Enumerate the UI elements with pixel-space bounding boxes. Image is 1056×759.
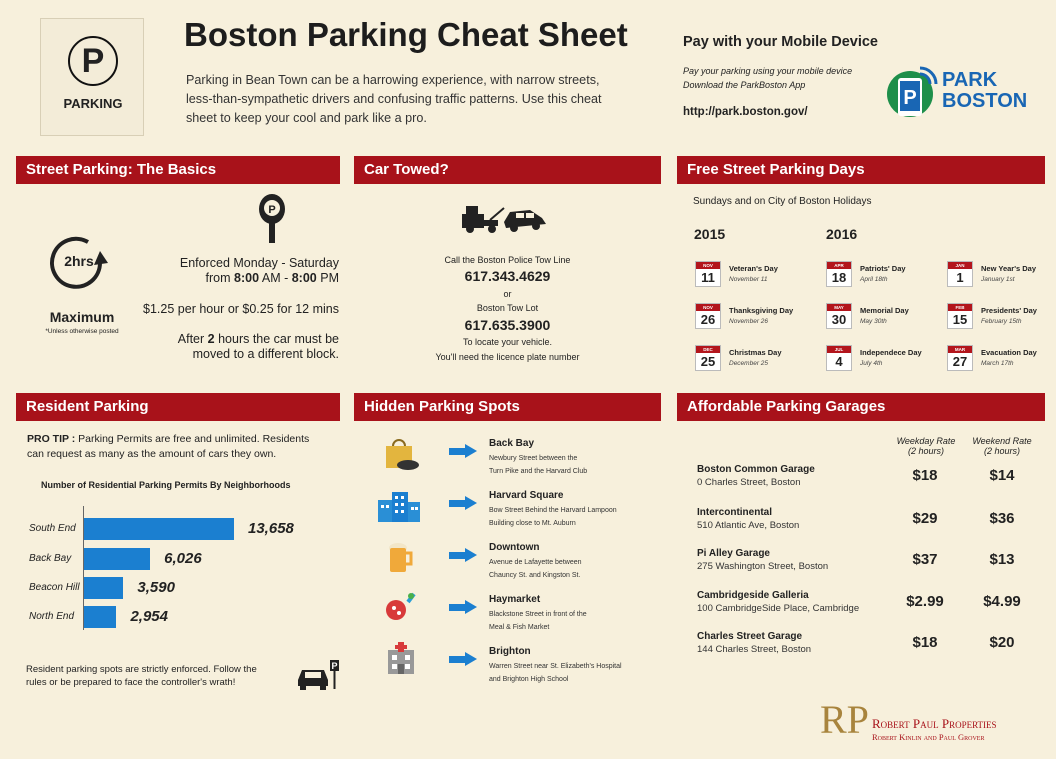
clock-label: 2hrs (64, 253, 94, 269)
calendar-day: 15 (952, 312, 968, 327)
maximum-note: *Unless otherwise posted (45, 328, 119, 335)
resident-footer-1: Resident parking spots are strictly enforced. Follow the (26, 664, 257, 675)
parking-logo (40, 18, 144, 136)
calendar-icon (947, 345, 973, 371)
tow-plate: You'll need the licence plate number (435, 352, 580, 362)
spot-desc-1: Bow Street Behind the Harvard Lampoon (489, 507, 617, 514)
time-limit-post: hours the car must be (218, 332, 339, 346)
park-boston-brand-1: PARK (942, 69, 998, 91)
holiday-name: Veteran's Day (729, 264, 778, 273)
garage-weekday-rate: $29 (912, 510, 938, 527)
shopping-bag-icon (384, 438, 420, 472)
garage-weekday-rate: $18 (912, 467, 938, 484)
chart-value-label: 6,026 (164, 550, 202, 567)
calendar-day: 30 (831, 312, 847, 327)
svg-text:P: P (331, 661, 338, 671)
spot-desc-2: and Brighton High School (489, 676, 569, 683)
garage-address: 144 Charles Street, Boston (697, 644, 812, 655)
weekday-rate-heading (892, 436, 960, 456)
enforced-hours (150, 271, 339, 285)
calendar-day: 11 (701, 270, 715, 285)
weekday-rate-hours: (2 hours) (907, 446, 944, 456)
garage-weekday-rate: $2.99 (906, 593, 944, 610)
spot-name: Brighton (489, 646, 531, 657)
chart-bar (84, 606, 116, 628)
calendar-day: 27 (952, 354, 968, 369)
calendar-day: 18 (831, 270, 847, 285)
holiday-date: January 1st (981, 276, 1015, 283)
calendar-icon (826, 345, 852, 371)
chart-category-label: South End (29, 523, 76, 534)
mobile-line-2: Download the ParkBoston App (683, 80, 806, 90)
time-limit-line-1 (150, 332, 339, 346)
tow-truck-icon (460, 202, 550, 234)
arrow-right-icon (449, 652, 479, 666)
pro-tip-text-1: Parking Permits are free and unlimited. Residents (78, 433, 310, 445)
holiday-name: Evacuation Day (981, 348, 1037, 357)
time-limit-line-2: moved to a different block. (192, 347, 339, 361)
enforced-days: Enforced Monday - Saturday (179, 256, 339, 270)
calendar-day: 26 (700, 312, 716, 327)
garage-name: Cambridgeside Galleria (697, 590, 809, 601)
time-limit-pre: After (177, 332, 205, 346)
calendar-month: MAY (827, 304, 851, 311)
garage-address: 0 Charles Street, Boston (697, 477, 801, 488)
spot-name: Haymarket (489, 594, 541, 605)
pro-tip-line-1 (27, 433, 309, 445)
arrow-right-icon (449, 444, 479, 458)
car-parking-icon (296, 658, 340, 692)
holiday-date: November 26 (729, 318, 769, 325)
garage-name: Pi Alley Garage (697, 548, 770, 559)
calendar-icon (826, 303, 852, 329)
svg-text:P: P (268, 204, 276, 216)
hidden-spots-header: Hidden Parking Spots (354, 393, 661, 421)
calendar-month: APR (827, 262, 851, 269)
garage-address: 100 CambridgeSide Place, Cambridge (697, 603, 860, 614)
time-limit-hours: 2 (207, 332, 215, 346)
spot-desc-2: Turn Pike and the Harvard Club (489, 468, 588, 475)
chart-title: Number of Residential Parking Permits By Neighborhoods (41, 480, 291, 490)
garage-address: 275 Washington Street, Boston (697, 561, 829, 572)
hospital-icon (386, 642, 416, 676)
calendar-month: FEB (948, 304, 972, 311)
holiday-name: New Year's Day (981, 264, 1037, 273)
tow-line-label: Call the Boston Police Tow Line (444, 255, 571, 265)
enforced-am: AM - (261, 271, 289, 285)
park-boston-link[interactable]: http://park.boston.gov/ (683, 106, 808, 118)
pro-tip-line-2: can request as many as the amount of cars they own. (27, 448, 277, 460)
building-icon (376, 490, 422, 524)
pro-tip-label: PRO TIP : (27, 433, 76, 445)
garage-address: 510 Atlantic Ave, Boston (697, 520, 800, 531)
holiday-name: Presidents' Day (981, 306, 1037, 315)
spot-name: Harvard Square (489, 490, 564, 501)
calendar-icon (695, 303, 721, 329)
chart-category-label: Beacon Hill (29, 582, 80, 593)
chart-category-label: Back Bay (29, 553, 72, 564)
calendar-month: NOV (696, 262, 720, 269)
calendar-day: 4 (835, 354, 843, 369)
spot-name: Downtown (489, 542, 540, 553)
garage-weekend-rate: $4.99 (983, 593, 1021, 610)
holiday-name: Christmas Day (729, 348, 782, 357)
beer-mug-icon (386, 542, 416, 576)
market-icon (384, 592, 418, 622)
holiday-name: Independece Day (860, 348, 922, 357)
year-2015: 2015 (694, 226, 726, 242)
garage-name: Boston Common Garage (697, 464, 815, 475)
tow-lot-phone[interactable]: 617.635.3900 (464, 317, 551, 333)
holiday-date: May 30th (860, 318, 887, 325)
holiday-date: July 4th (860, 360, 883, 367)
meter-rate: $1.25 per hour or $0.25 for 12 mins (143, 302, 339, 316)
weekend-rate-hours: (2 hours) (983, 446, 1020, 456)
holiday-name: Patriots' Day (860, 264, 906, 273)
chart-value-label: 2,954 (130, 608, 168, 625)
garages-header: Affordable Parking Garages (677, 393, 1045, 421)
intro-text: Parking in Bean Town can be a harrowing experience, with narrow streets, less-than-sympathetic drivers and confusing traffic patterns. Use this cheat sheet to keep your cool and park like a pro. (186, 73, 602, 125)
calendar-day: 1 (956, 270, 964, 285)
calendar-icon (695, 261, 721, 287)
weekday-rate-label: Weekday Rate (896, 436, 956, 446)
garage-weekend-rate: $36 (989, 510, 1015, 527)
enforced-start-time: 8:00 (234, 271, 260, 285)
spot-desc-2: Building close to Mt. Auburn (489, 520, 576, 527)
garage-weekend-rate: $14 (989, 467, 1015, 484)
chart-value-label: 3,590 (137, 579, 175, 596)
free-days-subtitle: Sundays and on City of Boston Holidays (693, 196, 872, 207)
calendar-icon (947, 303, 973, 329)
enforced-from: from (205, 271, 231, 285)
calendar-month: JAN (948, 262, 972, 269)
svg-text:P: P (903, 87, 917, 109)
page-title: Boston Parking Cheat Sheet (184, 16, 628, 53)
year-2016: 2016 (826, 226, 858, 242)
spot-desc-1: Newbury Street between the (489, 455, 578, 462)
park-boston-brand-2: BOSTON (942, 90, 1028, 112)
enforced-end-time: 8:00 (291, 271, 317, 285)
enforced-pm: PM (320, 271, 339, 285)
tow-or: or (503, 289, 512, 299)
garage-weekday-rate: $18 (912, 634, 938, 651)
park-boston-phone-icon (884, 64, 940, 120)
street-parking-header: Street Parking: The Basics (16, 156, 340, 184)
tow-lot-label: Boston Tow Lot (476, 303, 539, 313)
holiday-name: Memorial Day (860, 306, 909, 315)
parking-sign-icon: P (68, 36, 118, 86)
calendar-icon (695, 345, 721, 371)
holiday-date: February 15th (981, 318, 1022, 325)
garage-weekend-rate: $13 (989, 551, 1015, 568)
garage-weekend-rate: $20 (989, 634, 1015, 651)
arrow-right-icon (449, 548, 479, 562)
calendar-month: JUL (827, 346, 851, 353)
free-days-header: Free Street Parking Days (677, 156, 1045, 184)
resident-footer-2: rules or be prepared to face the controller's wrath! (26, 677, 236, 688)
holiday-name: Thanksgiving Day (729, 306, 794, 315)
calendar-month: NOV (696, 304, 720, 311)
maximum-label: Maximum (49, 309, 115, 325)
car-towed-header: Car Towed? (354, 156, 661, 184)
calendar-month: DEC (696, 346, 720, 353)
chart-bar (84, 548, 150, 570)
spot-desc-1: Warren Street near St. Elizabeth's Hospital (489, 663, 622, 670)
spot-name: Back Bay (489, 438, 535, 449)
calendar-month: MAR (948, 346, 972, 353)
holiday-date: March 17th (981, 360, 1014, 367)
chart-value-label: 13,658 (248, 520, 294, 537)
garage-name: Intercontinental (697, 507, 773, 518)
brand-sub: Robert Kinlin and Paul Grover (872, 732, 985, 742)
calendar-icon (947, 261, 973, 287)
spot-desc-2: Meal & Fish Market (489, 624, 550, 631)
tow-line-phone[interactable]: 617.343.4629 (464, 268, 551, 284)
arrow-right-icon (449, 600, 479, 614)
tow-locate: To locate your vehicle. (462, 337, 553, 347)
garage-weekday-rate: $37 (912, 551, 938, 568)
parking-meter-icon (258, 193, 286, 245)
chart-bar (84, 518, 234, 540)
spot-desc-1: Blackstone Street in front of the (489, 611, 587, 618)
weekend-rate-heading (968, 436, 1036, 456)
spot-desc-2: Chauncy St. and Kingston St. (489, 572, 581, 579)
holiday-date: November 11 (729, 276, 768, 283)
arrow-right-icon (449, 496, 479, 510)
resident-parking-header: Resident Parking (16, 393, 340, 421)
calendar-day: 25 (700, 354, 716, 369)
holiday-date: December 25 (729, 360, 769, 367)
brand-name: Robert Paul Properties (872, 716, 997, 731)
parking-logo-label: PARKING (63, 96, 123, 111)
park-boston-logo (884, 64, 1044, 120)
mobile-line-1: Pay your parking using your mobile device (683, 66, 853, 76)
holiday-date: April 18th (860, 276, 888, 283)
chart-category-label: North End (29, 611, 75, 622)
rp-monogram: RP (820, 697, 869, 742)
calendar-icon (826, 261, 852, 287)
spot-desc-1: Avenue de Lafayette between (489, 559, 582, 566)
mobile-heading: Pay with your Mobile Device (683, 34, 878, 50)
garage-name: Charles Street Garage (697, 631, 803, 642)
chart-bar (84, 577, 123, 599)
weekend-rate-label: Weekend Rate (972, 436, 1032, 446)
